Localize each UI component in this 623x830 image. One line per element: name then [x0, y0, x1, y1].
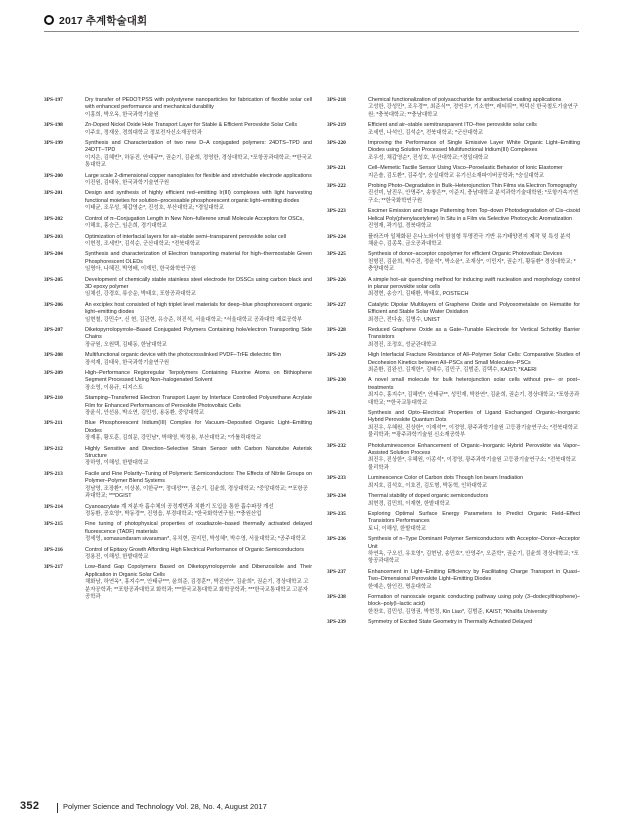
- entry-title: Photoluminescence Enhancement of Organic–Inorganic Hybrid Perovskite via Vapor–Assisted Solution Process: [368, 442, 580, 457]
- entry-authors: 최현경, 김민희, 이재현, 한밭대학교: [368, 500, 450, 507]
- abstract-entry: [327, 97, 580, 119]
- entry-code: 3PS-208: [44, 352, 63, 359]
- entry-body: [368, 569, 580, 591]
- entry-code: 3PS-232: [327, 442, 346, 449]
- entry-body: [368, 594, 580, 616]
- entry-code: 3PS-204: [44, 251, 63, 258]
- abstract-entry: [327, 536, 580, 566]
- abstract-entry: [44, 216, 312, 231]
- entry-title: Chemical functionalization of polysaccharide for antibacterial coating applications: [368, 97, 562, 103]
- entry-authors: 최진우, 우혜원, 진상한*, 이재석**, 이정영, 광주과학기술원 고등광기술연구소; *전북대학교 물리학과; **광주과학기술원 신소재공학부: [368, 424, 579, 439]
- abstract-entry: [44, 504, 312, 519]
- abstract-entry: [327, 475, 580, 490]
- entry-title: A novel small molecule for bulk heterojunction solar cells without pre– or post–treatments: [368, 377, 580, 391]
- entry-code: 3PS-202: [44, 215, 63, 222]
- entry-title: High Interfacial Fracture Resistance of All–Polymer Solar Cells: Comparative Studies of Decohesion Kinetics between All–PSCs and Small Molecules–PSCs: [368, 352, 580, 366]
- entry-body: [368, 377, 580, 407]
- entry-title: Multifunctional organic device with the photocrosslinked PVDF–TrFE dielectric film: [85, 352, 282, 359]
- abstract-entry: [44, 277, 312, 299]
- entry-body: [368, 234, 580, 249]
- entry-authors: 정동환, 공호영*, 박동경**, 진영읍, 부경대학교; *한국화학연구원; **충원산업: [85, 510, 262, 517]
- entry-authors: 고성한, 강성민*, 조우경**, 최준식**, 정연우*, 기소현**, 레티튀**, 박덕신 한국철도기술연구원; *충북대학교; **충남대학교: [368, 104, 579, 118]
- entry-authors: 하연옥, 구오선, 유호영*, 김현남, 송민호*, 안영주*, 오준학*, 권순기, 김윤희 경상대학교; *포항공과대학교: [368, 550, 579, 565]
- abstract-entry: [327, 277, 580, 299]
- entry-authors: 임채선, 강경호, 류승운, 박태호, 포항공과대학교: [85, 291, 196, 298]
- entry-code: 3PS-213: [44, 470, 63, 477]
- entry-title: Development of chemically stable stainless steel electrode for DSSCs using carbon black and 3D epoxy polymer: [85, 276, 312, 290]
- entry-title: Control of Epitaxy Growth Affording High Electrical Performance of Organic Semiconductors: [85, 546, 304, 553]
- entry-title: 플라즈마 일체화된 은나노와이어 함침형 투명전극 기반 유기태양전지 제작 및 특성 분석: [368, 233, 571, 240]
- entry-authors: 장석재, 김태욱, 한국과학기술연구원: [85, 359, 170, 366]
- entry-title: High–Performance Regioregular Terpolymers Containing Fluorine Atoms on Bithiophene Segment Processed Using Non–halogenated Solvent: [85, 370, 312, 384]
- entry-title: Stamping–Transferred Electron Transport Layer by Interface Controlled Polyurethane Acrylate Film for Enhanced Performances of Perovskite Photovoltaic Cells: [85, 395, 312, 409]
- entry-code: 3PS-206: [44, 301, 63, 308]
- entry-code: 3PS-215: [44, 521, 63, 528]
- entry-body: [85, 352, 312, 367]
- entry-authors: 이태균, 조우성, 채갑영순*, 진성호, 부산대학교; *경일대학교: [85, 205, 224, 212]
- entry-code: 3PS-229: [327, 352, 346, 359]
- entry-authors: 정용진, 이해성, 한밭대학교: [85, 553, 149, 560]
- abstract-entry: [44, 471, 312, 501]
- entry-body: [85, 173, 312, 188]
- entry-authors: 장소영, 이용규, 디지스트: [85, 384, 144, 391]
- abstract-entry: [327, 511, 580, 533]
- journal-citation: Polymer Science and Technology Vol. 28, No. 4, August 2017: [63, 802, 267, 811]
- entry-authors: 최진우, 진상한*, 우혜원, 이종석*, 이정영, 광주과학기술원 고등광기술연구소; *전북대학교 물리학과: [368, 457, 577, 471]
- page-footer: [0, 800, 623, 816]
- entry-code: 3PS-203: [44, 233, 63, 240]
- entry-title: Fine tuning of photophysical properties of oxadiazole–based thermally activated delayed fluorescence (TADF) materials: [85, 521, 312, 535]
- entry-body: [85, 97, 312, 119]
- abstract-entry: [44, 547, 312, 562]
- entry-body: [85, 395, 312, 417]
- entry-code: 3PS-238: [327, 593, 346, 600]
- abstract-entry: [44, 173, 312, 188]
- entry-authors: 장하영, 이해성, 한밭대학교: [85, 460, 149, 467]
- entry-authors: 최준환, 김완선, 김재한*, 김태수, 김민구, 김범준, 김택수, KAIST; *KAERI: [368, 367, 537, 373]
- entry-code: 3PS-227: [327, 301, 346, 308]
- entry-code: 3PS-230: [327, 377, 346, 384]
- entry-code: 3PS-217: [44, 564, 63, 571]
- abstract-entry: [327, 410, 580, 440]
- entry-body: [85, 251, 312, 273]
- entry-code: 3PS-214: [44, 503, 63, 510]
- entry-body: [85, 302, 312, 324]
- entry-title: Low–Band Gap Copolymers Based on Diketopyrrolopyrrole and Dibenzosilole and Their Application in Organic Solar Cells: [85, 564, 312, 578]
- entry-body: [368, 277, 580, 299]
- abstract-entry: [44, 521, 312, 543]
- entry-code: 3PS-198: [44, 122, 63, 129]
- header-title: 2017 추계학술대회: [59, 14, 148, 27]
- entry-authors: 장윤식, 안선용, 박소연, 김민성, 용동환, 중앙대학교: [85, 410, 205, 417]
- entry-title: Catalytic Dipolar Multilayers of Graphene Oxide and Polyoxometalate on Hematite for Efficient and Stable Solar Water Oxidation: [368, 301, 580, 316]
- entry-body: [368, 302, 580, 324]
- entry-authors: 최경근, 전다솜, 김병수, UNIST: [368, 316, 441, 323]
- entry-body: [368, 619, 580, 626]
- entry-code: 3PS-210: [44, 395, 63, 402]
- entry-authors: 이지은, 김혜빈*, 하동진, 안태규**, 권순기, 김윤희, 정영한, 경상대학교, *포항공과대학교; **한국교통대학교: [85, 154, 313, 169]
- entry-authors: 임현철, 강민수*, 신 현, 김관현, 유승준, 허진석, 서울대학교; *서울대학교 공과대학 재료공학부: [85, 316, 303, 323]
- entry-authors: 이현정, 조세빈*, 김석순, 군산대학교; *전북대학교: [85, 240, 201, 247]
- abstract-entry: [327, 251, 580, 273]
- entry-authors: 최경현, 송승기, 김태환, 박태호, POSTECH: [368, 291, 469, 298]
- entry-title: Diketopyrrolopyrrole–Based Conjugated Polymers Containing hole/electron Transporting Side Chains: [85, 326, 312, 341]
- entry-title: Luminescence Color of Carbon dots Though Ion beam Irradiation: [368, 475, 524, 482]
- entry-code: 3PS-220: [327, 140, 346, 147]
- entry-code: 3PS-207: [44, 326, 63, 333]
- header-divider: [44, 31, 579, 32]
- entry-code: 3PS-212: [44, 445, 63, 452]
- entry-code: 3PS-222: [327, 183, 346, 190]
- entry-title: Enhancement in Light–Emitting Efficiency by Facilitating Charge Transport in Quasi–Two–Dimensional Perovskite Light–Emitting Diodes: [368, 568, 580, 583]
- abstract-entry: [44, 302, 312, 324]
- entry-authors: 임명아, 나혜진, 박영배, 이재민, 한국화학연구원: [85, 266, 196, 273]
- entry-body: [85, 547, 312, 562]
- entry-title: Blue Phosphorescent Iridium(III) Complex for Vacuum–Deposited Organic Light–Emitting Diodes: [85, 420, 312, 434]
- abstract-entry: [327, 234, 580, 249]
- entry-authors: 장규원, 오원택, 김태동, 한남대학교: [85, 341, 167, 348]
- entry-authors: 진선미, 남진우, 안명주*, 송창은**, 이준지, 충남대학교 분석과학기술대학원; *포항가속기연구소; **한국화학연구원: [368, 190, 579, 204]
- entry-code: 3PS-218: [327, 97, 346, 103]
- entry-authors: 한예은, 함인진, 명운대학교: [368, 583, 432, 590]
- abstract-entry: [327, 493, 580, 508]
- footer-separator: [57, 803, 58, 813]
- entry-authors: 이진원, 김태욱, 한국과학기술연구원: [85, 180, 170, 187]
- entry-title: Excimer Emission and Image Patterning from Top–down Photodegradation of Cis–cisoid Helical Poly(phenylacetylene) In Situ in a Film via Selective Photocyclic Aromatization: [368, 208, 580, 222]
- entry-code: 3PS-233: [327, 475, 346, 482]
- abstract-entry: [327, 302, 580, 324]
- entry-title: Synthesis and Characterization of two new D–A conjugated polymers: 24DTS–TPD and 24DTT–TPD: [85, 140, 312, 154]
- circle-logo-icon: [44, 15, 54, 25]
- abstract-entry: [44, 395, 312, 417]
- entry-body: [368, 410, 580, 440]
- entry-body: [85, 504, 312, 519]
- entry-authors: 진영재, 곽기섭, 경북대학교: [368, 223, 432, 230]
- abstract-entry: [44, 234, 312, 249]
- entry-title: Design and synthesis of highly efficient red–emitting Ir(III) complexes with light harvesting functional moieties for solution–processable phosphorescent organic light–emitting diodes: [85, 190, 312, 204]
- entry-authors: 한찬호, 김민성, 김영권, 박현정, Kin Liao*, 김범준, KAIST; *Khalifa University: [368, 608, 548, 615]
- entry-body: [85, 370, 312, 392]
- entry-title: Cell–Memetic Tactile Sensor Using Visco–Poroelastic Behavior of Ionic Elastomer: [368, 165, 563, 172]
- abstract-entry: [327, 122, 580, 137]
- entry-body: [368, 122, 580, 137]
- entry-code: 3PS-216: [44, 546, 63, 553]
- entry-authors: 채화남, 하연옥*, 홍지수**, 안태규***, 윤희준, 김경훈**, 박진연**, 김윤희*, 권순기, 경상대학교 고분자공학과; **포항공과대학교 화학과; ***한국교통대학교 화학공학과; ***한국교통대학교 고분자공학과: [85, 579, 309, 600]
- entry-authors: 장재홍, 황도훈, 김희문, 강민남*, 박해영, 박정용, 부산대학교; *가톨릭대학교: [85, 435, 262, 442]
- entry-title: Synthesis and Opto–Electrical Properties of Ligand Exchanged Organic–Inorganic Hybrid Perovskite Quantum Dots: [368, 410, 580, 424]
- entry-authors: 이해호, 홍승근, 임은희, 경기대학교: [85, 223, 167, 230]
- entry-body: [85, 140, 312, 170]
- page-header: [44, 13, 147, 27]
- entry-authors: 지은솔, 김도환*, 김주성*, 숭실대학교 유기신소재파이버공학과; *숭실대학교: [368, 172, 544, 179]
- abstract-entry: [44, 122, 312, 137]
- entry-code: 3PS-219: [327, 122, 346, 129]
- entry-title: Reduced Graphene Oxide as a Gate–Tunable Electrode for Vertical Schottky Barrier Transistors: [368, 326, 580, 341]
- entry-title: Facile and Fine Polarity–Tuning of Polymeric Semiconductors: The Effects of Nitrile Groups on Polymer–Polymer Blend Systems: [85, 470, 312, 485]
- entry-title: Control of π–Conjugation Length in New Non–fullerene small Molecule Acceptors for OSCs,: [85, 215, 304, 222]
- entry-body: [368, 208, 580, 230]
- entry-code: 3PS-239: [327, 619, 346, 626]
- abstract-entry: [44, 352, 312, 367]
- entry-code: 3PS-225: [327, 251, 346, 258]
- abstract-entry: [44, 446, 312, 468]
- entry-title: Dry transfer of PEDOT:PSS with polystyrene nanoparticles for fabrication of flexible solar cell with enhanced performance and mechanical durability: [85, 97, 312, 111]
- abstract-entry: [44, 327, 312, 349]
- entry-title: A simple hot–air quenching method for inducing swift nucleation and morphology control in planar perovskite solar cells: [368, 276, 580, 290]
- abstract-entry: [327, 377, 580, 407]
- entry-body: [85, 446, 312, 468]
- entry-code: 3PS-226: [327, 276, 346, 283]
- entry-code: 3PS-223: [327, 208, 346, 215]
- entry-title: Zn-Doped Nickel Oxide Hole Transport Layer for Stable & Efficient Perovskite Solar Cells: [85, 122, 298, 129]
- entry-title: Highly Sensitive and Direction–Selective Strain Sensor with Carbon Nanotube Asterisk Structure: [85, 445, 312, 460]
- entry-authors: 이주호, 정재웅, 경희대학교 정보전자신소재공학과: [85, 129, 202, 136]
- abstract-entry: [44, 370, 312, 392]
- entry-title: Thermal stability of doped organic semiconductors: [368, 493, 489, 500]
- page-number: 352: [20, 800, 40, 812]
- entry-code: 3PS-231: [327, 410, 346, 417]
- entry-authors: 천형진, 김윤희, 박수진, 정윤석*, 박소윤*, 조재상*, 이민지*, 권순기, 황동환* 경상대학교; *충양대학교: [368, 258, 576, 273]
- entry-code: 3PS-209: [44, 370, 63, 376]
- entry-title: Large scale 2-dimensional copper nanoplates for flexible and stretchable electrode applications: [85, 172, 312, 179]
- entry-body: [85, 277, 312, 299]
- entry-title: Exploring Optimal Surface Energy Parameters to Predict Organic Field–Effect Transistors Performances: [368, 510, 580, 525]
- entry-title: An exciplex host consisted of high triplet level materials for deep–blue phosphorescent organic light–emitting diodes: [85, 301, 312, 316]
- entry-body: [368, 493, 580, 508]
- entry-body: [85, 564, 312, 601]
- entry-code: 3PS-221: [327, 165, 346, 172]
- abstract-entry: [44, 251, 312, 273]
- entry-body: [85, 521, 312, 543]
- right-column: [327, 97, 580, 630]
- entry-code: 3PS-235: [327, 510, 346, 517]
- entry-code: 3PS-201: [44, 190, 63, 197]
- entry-title: Optimization of interfacial layers for air–stable semi–transparent perovskite solar cell: [85, 233, 287, 240]
- entry-authors: 토니, 이해성, 한밭대학교: [368, 525, 427, 532]
- entry-code: 3PS-224: [327, 233, 346, 240]
- entry-code: 3PS-237: [327, 568, 346, 575]
- entry-code: 3PS-228: [327, 326, 346, 333]
- entry-body: [85, 234, 312, 249]
- entry-authors: 정남영, 조장환*, 이상봉, 이한규**, 정대성***, 권순기, 김윤희, 경상대학교; *중앙대학교; **포항공과대학교; ***DGIST: [85, 485, 308, 500]
- abstract-entry: [327, 140, 580, 162]
- abstract-entry: [327, 569, 580, 591]
- entry-authors: 최지수, 홍지수*, 김혜빈*, 안태규**, 성민재, 박찬연*, 김윤희, 권순기, 경상대학교; *포항공과대학교; **한국교통대학교: [368, 392, 580, 406]
- entry-code: 3PS-197: [44, 97, 63, 103]
- entry-authors: 이흥희, 박오옥, 한국과학기술원: [85, 111, 159, 118]
- entry-body: [368, 165, 580, 180]
- entry-body: [85, 420, 312, 442]
- entry-body: [85, 471, 312, 501]
- abstract-entry: [327, 443, 580, 473]
- entry-body: [85, 122, 312, 137]
- entry-title: Synthesis and characterization of Electron transporting material for high–thermostable Green Phosphorescent OLEDs: [85, 251, 312, 265]
- entry-title: Formation of nanoscale organic conducting pathway using poly (3–dodecylthiophene)–block–poly(l–lactic acid): [368, 593, 580, 608]
- abstract-entry: [327, 352, 580, 374]
- entry-authors: 정세영, somasundaram sivaraman*, 유치현, 권지민, 박성혜*, 박수영, 서울대학교; *공주대학교: [85, 536, 306, 543]
- entry-title: Efficient and air–stable semitransparent ITO–free perovskite solar cells: [368, 122, 537, 129]
- entry-code: 3PS-211: [44, 420, 63, 427]
- abstract-entry: [327, 619, 580, 626]
- left-column: [44, 97, 312, 604]
- entry-body: [368, 97, 580, 119]
- abstract-entry: [44, 420, 312, 442]
- entry-authors: 최경진, 조정호, 성균관대학교: [368, 341, 437, 348]
- entry-body: [368, 327, 580, 349]
- entry-authors: 조세빈, 나석인, 김석순*, 전북대학교; *군산대학교: [368, 129, 484, 136]
- entry-body: [368, 352, 580, 374]
- abstract-entry: [327, 594, 580, 616]
- entry-title: Synthesis of donor–acceptor copolymer for efficient Organic Photovoltaic Devices: [368, 251, 563, 258]
- abstract-entry: [44, 97, 312, 119]
- abstract-entry: [327, 327, 580, 349]
- entry-authors: 최지호, 김석호, 이호진, 김도형, 박동혁, 인하대학교: [368, 482, 488, 489]
- entry-body: [368, 183, 580, 205]
- entry-code: 3PS-236: [327, 536, 346, 543]
- entry-body: [85, 190, 312, 212]
- entry-body: [85, 216, 312, 231]
- entry-code: 3PS-200: [44, 172, 63, 179]
- abstract-entry: [44, 190, 312, 212]
- entry-title: Improving the Performance of Single Emissive Layer White Organic Light–Emitting Diodes using Solution Processed Multifunctional Iridium(III) Complexes: [368, 140, 580, 154]
- entry-body: [368, 140, 580, 162]
- entry-title: Cyanoacrylate 계 저분자 흡수체의 공정계면과 치환기 도입을 통한 흡수파장 개선: [85, 503, 274, 510]
- entry-authors: 채윤수, 김종목, 금오공과대학교: [368, 240, 442, 247]
- entry-title: Synthesis of n–Type Dominant Polymer Semiconductors with Acceptor–Donor–Acceptor Unit: [368, 536, 580, 550]
- entry-body: [85, 327, 312, 349]
- entry-body: [368, 443, 580, 473]
- entry-code: 3PS-205: [44, 276, 63, 283]
- abstract-entry: [44, 564, 312, 601]
- entry-title: Symmetry of Excited State Geometry in Thermally Activated Delayed: [368, 619, 533, 626]
- entry-body: [368, 536, 580, 566]
- entry-title: Probing Photo–Degradation in Bulk–Heterojunction Thin Films via Electron Tomography: [368, 183, 577, 190]
- abstract-entry: [327, 183, 580, 205]
- entry-body: [368, 475, 580, 490]
- abstract-entry: [327, 208, 580, 230]
- entry-body: [368, 511, 580, 533]
- abstract-entry: [44, 140, 312, 170]
- entry-authors: 조우성, 채갑영순*, 진성호, 부산대학교; *경일대학교: [368, 154, 489, 161]
- entry-body: [368, 251, 580, 273]
- entry-code: 3PS-199: [44, 140, 63, 147]
- entry-code: 3PS-234: [327, 493, 346, 500]
- abstract-entry: [327, 165, 580, 180]
